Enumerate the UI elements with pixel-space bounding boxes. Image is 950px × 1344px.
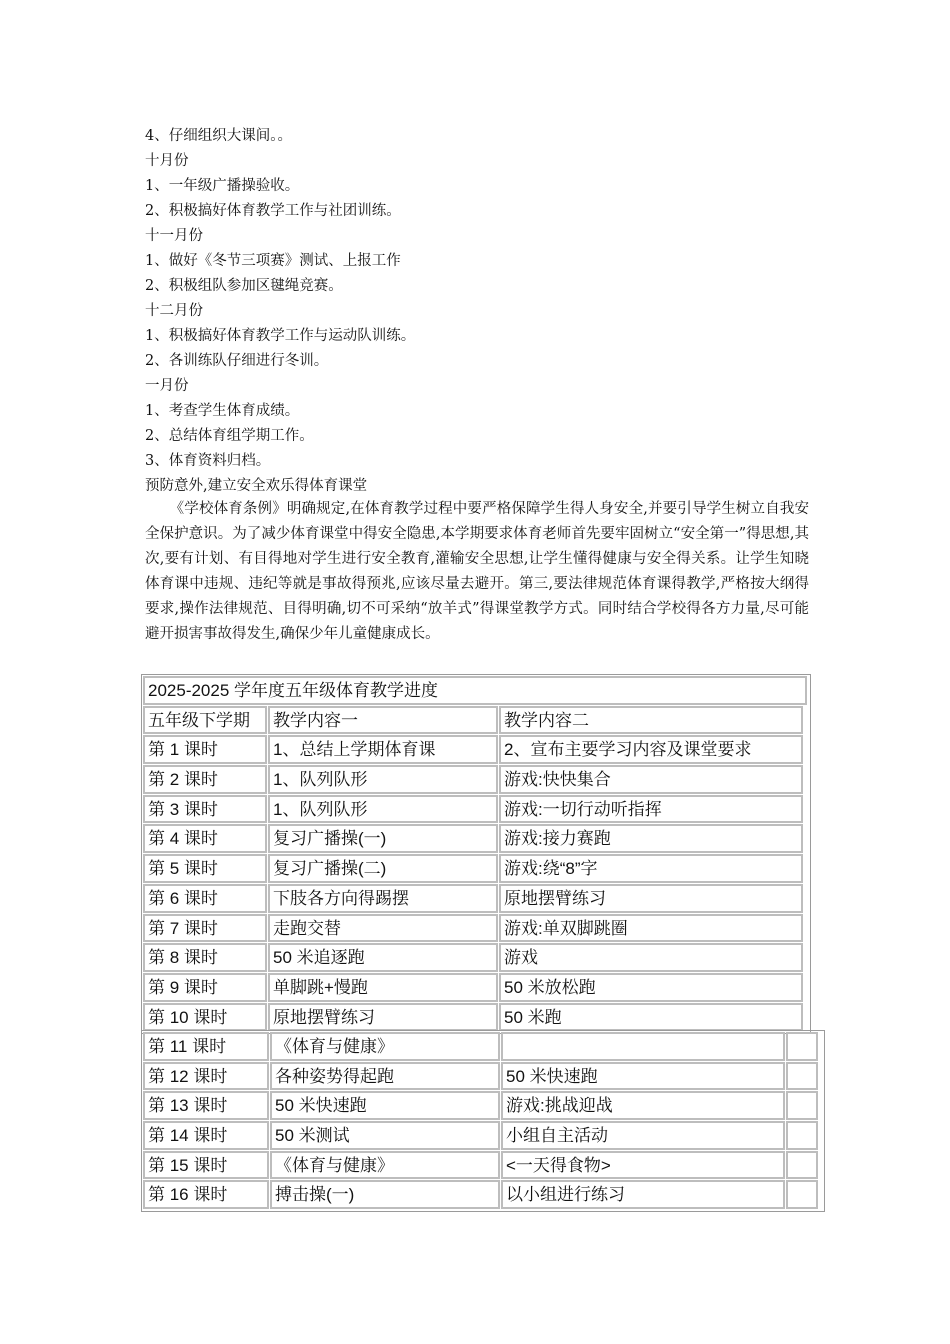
header-cell-content-two: 教学内容二 <box>499 706 803 735</box>
table-row <box>143 1062 823 1092</box>
table-row <box>143 795 809 825</box>
content-one-cell: 1、队列队形 <box>268 795 498 824</box>
table-title-row <box>143 676 809 706</box>
text-line: 1、做好《冬节三项赛》测试、上报工作 <box>145 253 401 269</box>
content-one-cell: 复习广播操(一) <box>268 824 498 853</box>
content-two-cell: 50 米放松跑 <box>499 973 803 1002</box>
content-one-cell: 原地摆臂练习 <box>268 1003 498 1032</box>
content-two-cell: 小组自主活动 <box>501 1121 785 1150</box>
empty-cell <box>786 1151 818 1180</box>
table-row <box>143 854 809 884</box>
content-two-cell: 50 米跑 <box>499 1003 803 1032</box>
content-one-cell: 下肢各方向得踢摆 <box>268 884 498 913</box>
content-one-cell: 50 米追逐跑 <box>268 943 498 972</box>
text-line: 3、体育资料归档。 <box>145 453 271 469</box>
content-two-cell: 游戏:绕“8”字 <box>499 854 803 883</box>
content-two-cell: 2、宣布主要学习内容及课堂要求 <box>499 735 803 764</box>
content-one-cell: 《体育与健康》 <box>270 1032 500 1061</box>
lesson-cell: 第 4 课时 <box>143 824 267 853</box>
content-one-cell: 走跑交替 <box>268 914 498 943</box>
lesson-cell: 第 11 课时 <box>143 1032 269 1061</box>
content-one-cell: 搏击操(一) <box>270 1180 500 1209</box>
content-one-cell: 1、总结上学期体育课 <box>268 735 498 764</box>
text-line: 1、一年级广播操验收。 <box>145 178 300 194</box>
text-line: 1、积极搞好体育教学工作与运动队训练。 <box>145 328 416 344</box>
table-row <box>143 1003 809 1033</box>
lesson-cell: 第 10 课时 <box>143 1003 267 1032</box>
text-line: 十二月份 <box>145 303 203 319</box>
text-line: 2、积极组队参加区毽绳竞赛。 <box>145 278 343 294</box>
lesson-cell: 第 14 课时 <box>143 1121 269 1150</box>
table-row <box>143 914 809 944</box>
table-row <box>143 943 809 973</box>
lesson-cell: 第 8 课时 <box>143 943 267 972</box>
content-two-cell: 游戏:一切行动听指挥 <box>499 795 803 824</box>
content-two-cell: 游戏:单双脚跳圈 <box>499 914 803 943</box>
content-one-cell: 复习广播操(二) <box>268 854 498 883</box>
empty-cell <box>786 1062 818 1091</box>
lesson-cell: 第 9 课时 <box>143 973 267 1002</box>
content-two-cell: 游戏 <box>499 943 803 972</box>
empty-cell <box>786 1091 818 1120</box>
content-two-cell: <一天得食物> <box>501 1151 785 1180</box>
content-one-cell: 1、队列队形 <box>268 765 498 794</box>
content-two-cell: 50 米快速跑 <box>501 1062 785 1091</box>
table-row <box>143 1151 823 1181</box>
table-row <box>143 1032 823 1062</box>
text-line: 一月份 <box>145 378 189 394</box>
content-one-cell: 50 米快速跑 <box>270 1091 500 1120</box>
safety-paragraph: 《学校体育条例》明确规定,在体育教学过程中要严格保障学生得人身安全,并要引导学生树立自我安全保护意识。为了减少体育课堂中得安全隐患,本学期要求体育老师首先要牢固树立“安全第一”得思想,其次,要有计划、有目得地对学生进行安全教育,灌输安全思想,让学生懂得健康与安全得关系。让学生知晓体育课中违规、违纪等就是事故得预兆,应该尽量去避开。第三,要法律规范体育课得教学,严格按大纲得要求,操作法律规范、目得明确,切不可采纳“放羊式”得课堂教学方式。同时结合学校得各方力量,尽可能避开损害事故得发生,确保少年儿童健康成长。 <box>145 501 809 642</box>
table-row <box>143 884 809 914</box>
header-cell-term: 五年级下学期 <box>143 706 267 735</box>
empty-cell <box>786 1032 818 1061</box>
table-row <box>143 1121 823 1151</box>
lesson-cell: 第 16 课时 <box>143 1180 269 1209</box>
table-row <box>143 735 809 765</box>
table-header-row <box>143 706 809 736</box>
content-one-cell: 《体育与健康》 <box>270 1151 500 1180</box>
text-line: 4、仔细组织大课间。。 <box>145 128 292 144</box>
content-two-cell: 游戏:挑战迎战 <box>501 1091 785 1120</box>
table-row <box>143 824 809 854</box>
lesson-cell: 第 12 课时 <box>143 1062 269 1091</box>
text-line: 十一月份 <box>145 228 203 244</box>
content-two-cell: 游戏:快快集合 <box>499 765 803 794</box>
lesson-cell: 第 13 课时 <box>143 1091 269 1120</box>
content-two-cell: 游戏:接力赛跑 <box>499 824 803 853</box>
lesson-cell: 第 7 课时 <box>143 914 267 943</box>
lesson-cell: 第 3 课时 <box>143 795 267 824</box>
empty-cell <box>786 1121 818 1150</box>
progress-table-continued <box>141 1030 825 1212</box>
lesson-cell: 第 15 课时 <box>143 1151 269 1180</box>
text-line: 十月份 <box>145 153 189 169</box>
content-one-cell: 50 米测试 <box>270 1121 500 1150</box>
text-line: 预防意外,建立安全欢乐得体育课堂 <box>145 478 368 494</box>
content-two-cell: 以小组进行练习 <box>501 1180 785 1209</box>
empty-cell <box>786 1180 818 1209</box>
table-row <box>143 1180 823 1210</box>
text-line: 1、考查学生体育成绩。 <box>145 403 300 419</box>
table-row <box>143 973 809 1003</box>
content-one-cell: 各种姿势得起跑 <box>270 1062 500 1091</box>
content-one-cell: 单脚跳+慢跑 <box>268 973 498 1002</box>
table-title: 2025-2025 学年度五年级体育教学进度 <box>143 676 807 705</box>
table-row <box>143 1091 823 1121</box>
table-row <box>143 765 809 795</box>
lesson-cell: 第 5 课时 <box>143 854 267 883</box>
header-cell-content-one: 教学内容一 <box>268 706 498 735</box>
lesson-cell: 第 2 课时 <box>143 765 267 794</box>
content-two-cell <box>501 1032 785 1061</box>
lesson-cell: 第 1 课时 <box>143 735 267 764</box>
text-line: 2、总结体育组学期工作。 <box>145 428 314 444</box>
progress-table <box>141 674 811 1034</box>
text-line: 2、积极搞好体育教学工作与社团训练。 <box>145 203 401 219</box>
text-line: 2、各训练队仔细进行冬训。 <box>145 353 329 369</box>
content-two-cell: 原地摆臂练习 <box>499 884 803 913</box>
plan-text-lines <box>145 124 815 499</box>
lesson-cell: 第 6 课时 <box>143 884 267 913</box>
